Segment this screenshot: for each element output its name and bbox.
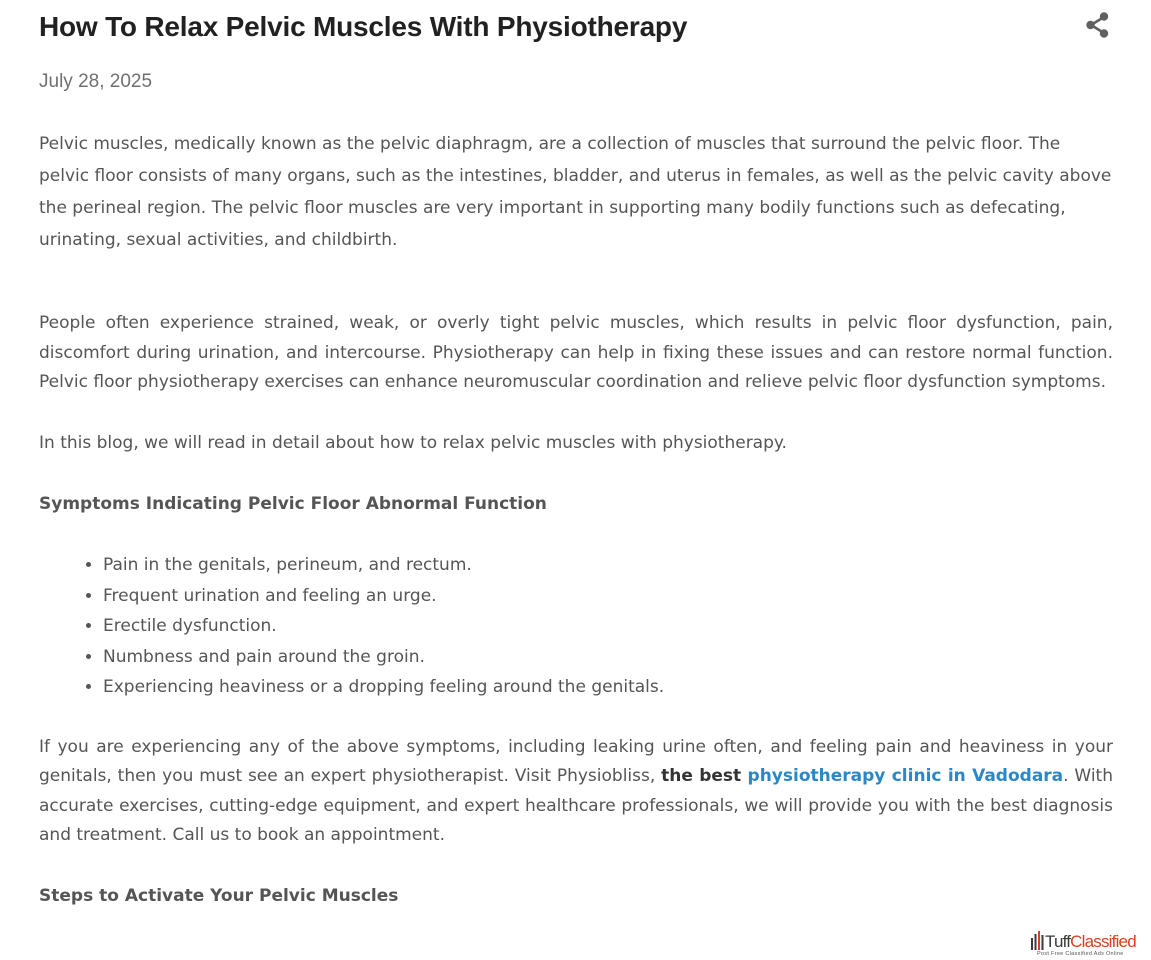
post-body (39, 128, 1113, 911)
list-item: • Numbness and pain around the groin. (103, 642, 1113, 673)
symptoms-list (39, 550, 1113, 703)
watermark-brand: TuffClassified (1045, 932, 1136, 951)
post-title: How To Relax Pelvic Muscles With Physiotherapy (39, 11, 688, 42)
list-item: • Erectile dysfunction. (103, 611, 1113, 642)
share-button[interactable] (1083, 10, 1113, 40)
cta-paragraph (39, 733, 1113, 851)
blog-intro-paragraph: In this blog, we will read in detail about how to relax pelvic muscles with physiotherapy. (39, 432, 787, 453)
cta-text: If you are experiencing any of the above symptoms, including leaking urine often, and feeling pain and heaviness in your genitals, then you must see an expert physiotherapist. Visit Physiobliss, (39, 736, 1113, 786)
list-item: • Experiencing heaviness or a dropping feeling around the genitals. (103, 672, 1113, 703)
bar-chart-logo-icon (1031, 930, 1045, 950)
list-item: • Frequent urination and feeling an urge. (103, 581, 1113, 612)
cta-text-end: . With accurate exercises, cutting-edge equipment, and expert healthcare professionals, we will provide you with the best diagnosis and treatment. Call us to book an appointment. (39, 766, 1114, 845)
cta-bold-text: the best (661, 766, 748, 786)
watermark-tagline: Post Free Classified Ads Online (1037, 951, 1124, 957)
share-icon (1083, 10, 1113, 40)
clinic-link[interactable]: physiotherapy clinic in Vadodara (747, 766, 1064, 786)
symptoms-heading: Symptoms Indicating Pelvic Floor Abnormal Function (39, 494, 547, 514)
intro-paragraph: Pelvic muscles, medically known as the pelvic diaphragm, are a collection of muscles that surround the pelvic floor. The pelvic floor consists of many organs, such as the intestines, bladder, and uterus in females, as well as the pelvic cavity above the perineal region. The pelvic floor muscles are very important in supporting many bodily functions such as defecating, urinating, sexual activities, and childbirth. (39, 134, 1112, 250)
post-date: July 28, 2025 (39, 71, 153, 92)
steps-heading: Steps to Activate Your Pelvic Muscles (39, 885, 399, 906)
list-item: • Pain in the genitals, perineum, and rectum. (103, 550, 1113, 581)
dysfunction-paragraph: People often experience strained, weak, or overly tight pelvic muscles, which results in pelvic floor dysfunction, pain, discomfort during urination, and intercourse. Physiotherapy can help in fixing these issues and can restore normal function. Pelvic floor physiotherapy exercises can enhance neuromuscular coordination and relieve pelvic floor dysfunction symptoms. (39, 313, 1113, 392)
tuffclassified-watermark (1031, 930, 1146, 960)
